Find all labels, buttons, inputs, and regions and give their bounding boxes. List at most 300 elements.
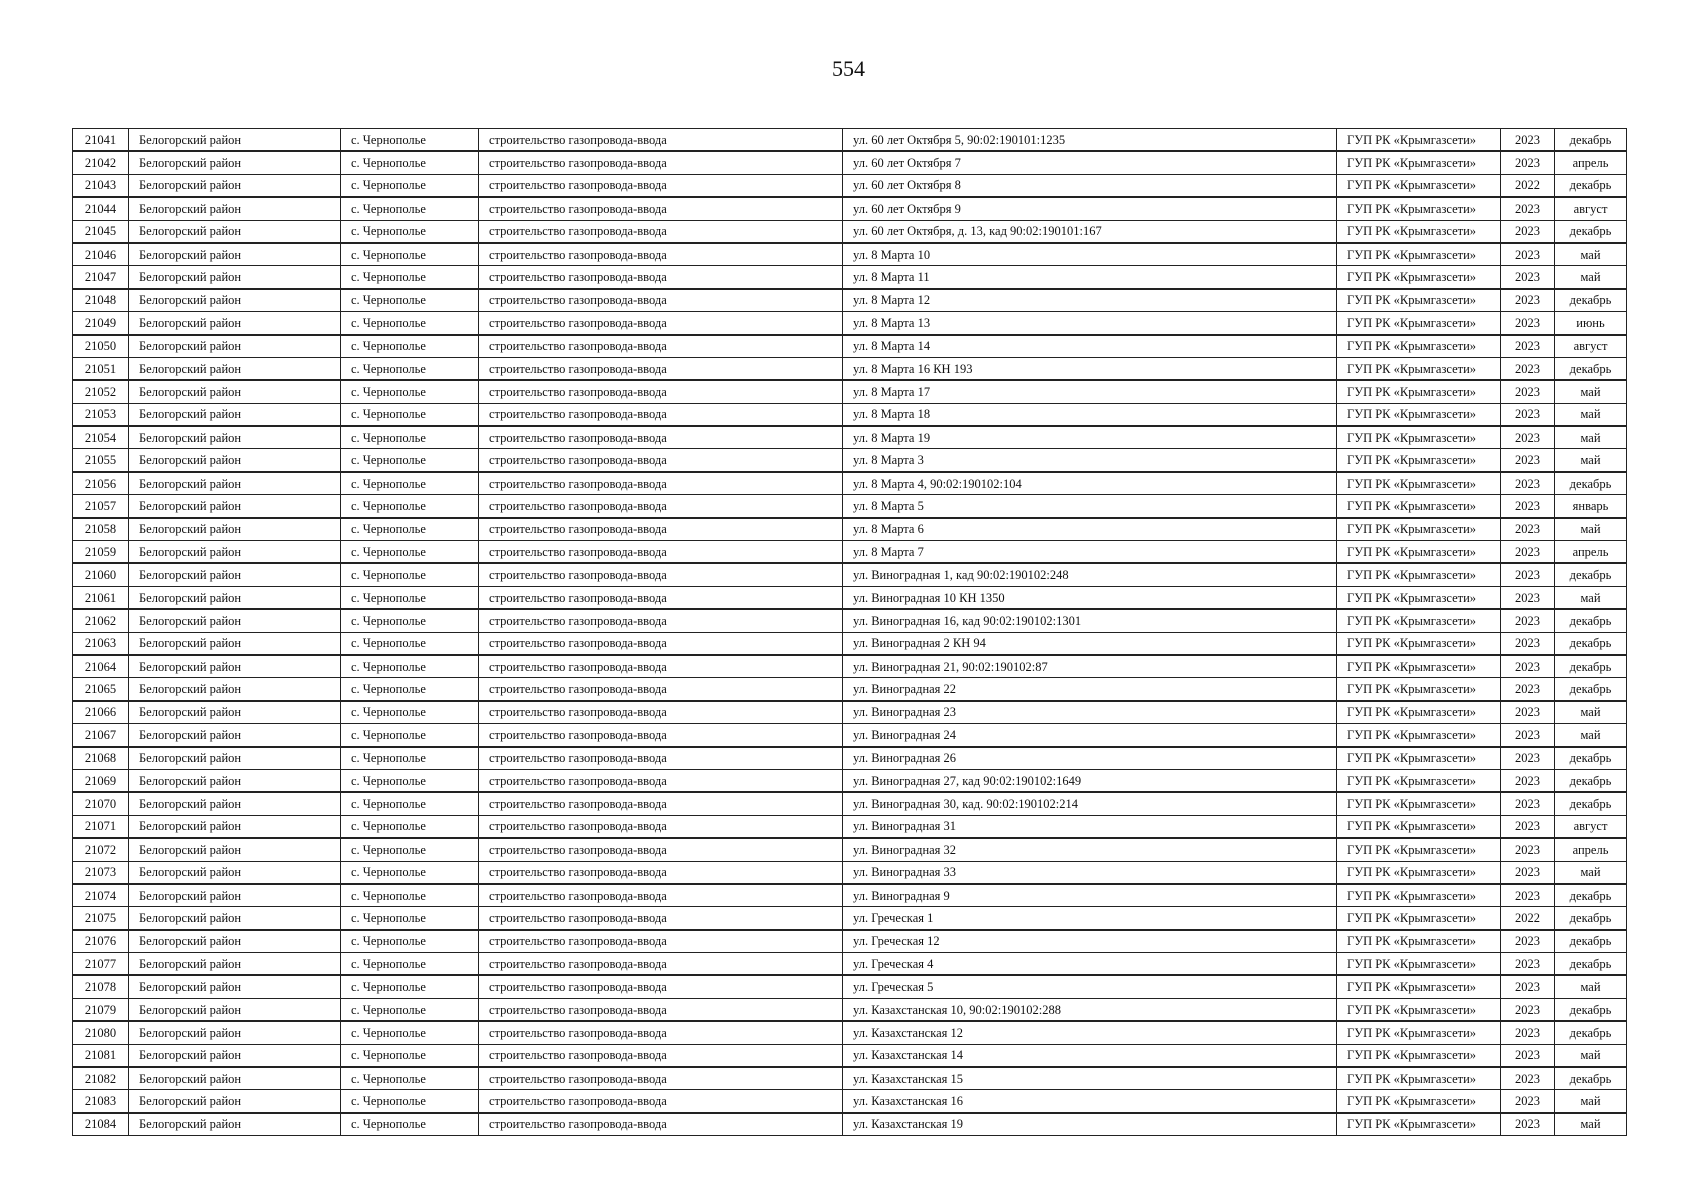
table-row [73, 495, 1627, 518]
cell-address: ул. Казахстанская 15 [843, 1067, 1337, 1090]
cell-settlement: с. Чернополье [341, 907, 479, 930]
table-row [73, 655, 1627, 678]
cell-settlement: с. Чернополье [341, 380, 479, 403]
cell-district: Белогорский район [129, 289, 341, 312]
cell-district: Белогорский район [129, 243, 341, 266]
cell-settlement: с. Чернополье [341, 472, 479, 495]
cell-number: 21058 [73, 518, 129, 541]
cell-organization: ГУП РК «Крымгазсети» [1337, 1113, 1501, 1136]
cell-settlement: с. Чернополье [341, 1113, 479, 1136]
cell-settlement: с. Чернополье [341, 792, 479, 815]
cell-year: 2023 [1501, 541, 1555, 564]
cell-organization: ГУП РК «Крымгазсети» [1337, 678, 1501, 701]
cell-district: Белогорский район [129, 838, 341, 861]
cell-number: 21057 [73, 495, 129, 518]
cell-work-type: строительство газопровода-ввода [479, 632, 843, 655]
cell-year: 2023 [1501, 701, 1555, 724]
cell-work-type: строительство газопровода-ввода [479, 426, 843, 449]
table-row [73, 426, 1627, 449]
cell-address: ул. 8 Марта 16 КН 193 [843, 357, 1337, 380]
cell-work-type: строительство газопровода-ввода [479, 724, 843, 747]
cell-year: 2023 [1501, 609, 1555, 632]
cell-month: январь [1555, 495, 1627, 518]
cell-number: 21076 [73, 930, 129, 953]
cell-year: 2023 [1501, 289, 1555, 312]
cell-address: ул. Виноградная 9 [843, 884, 1337, 907]
cell-settlement: с. Чернополье [341, 953, 479, 976]
cell-organization: ГУП РК «Крымгазсети» [1337, 312, 1501, 335]
cell-settlement: с. Чернополье [341, 357, 479, 380]
cell-month: май [1555, 724, 1627, 747]
cell-district: Белогорский район [129, 335, 341, 358]
cell-district: Белогорский район [129, 220, 341, 243]
cell-year: 2023 [1501, 747, 1555, 770]
cell-month: декабрь [1555, 357, 1627, 380]
table-row [73, 541, 1627, 564]
cell-district: Белогорский район [129, 472, 341, 495]
cell-address: ул. 8 Марта 10 [843, 243, 1337, 266]
cell-address: ул. Виноградная 31 [843, 815, 1337, 838]
cell-settlement: с. Чернополье [341, 724, 479, 747]
cell-organization: ГУП РК «Крымгазсети» [1337, 151, 1501, 174]
cell-year: 2023 [1501, 586, 1555, 609]
cell-month: апрель [1555, 151, 1627, 174]
cell-month: май [1555, 380, 1627, 403]
cell-address: ул. 8 Марта 14 [843, 335, 1337, 358]
cell-district: Белогорский район [129, 541, 341, 564]
cell-settlement: с. Чернополье [341, 335, 479, 358]
cell-settlement: с. Чернополье [341, 655, 479, 678]
table-row [73, 769, 1627, 792]
cell-address: ул. 8 Марта 19 [843, 426, 1337, 449]
cell-number: 21056 [73, 472, 129, 495]
table-row [73, 151, 1627, 174]
table-row [73, 289, 1627, 312]
cell-month: декабрь [1555, 1067, 1627, 1090]
cell-work-type: строительство газопровода-ввода [479, 586, 843, 609]
cell-organization: ГУП РК «Крымгазсети» [1337, 998, 1501, 1021]
cell-district: Белогорский район [129, 884, 341, 907]
table-row [73, 884, 1627, 907]
cell-address: ул. 8 Марта 6 [843, 518, 1337, 541]
cell-organization: ГУП РК «Крымгазсети» [1337, 335, 1501, 358]
cell-address: ул. Казахстанская 12 [843, 1021, 1337, 1044]
cell-settlement: с. Чернополье [341, 1021, 479, 1044]
cell-year: 2023 [1501, 1044, 1555, 1067]
cell-number: 21078 [73, 975, 129, 998]
cell-settlement: с. Чернополье [341, 1067, 479, 1090]
cell-address: ул. 60 лет Октября 8 [843, 174, 1337, 197]
cell-address: ул. 8 Марта 4, 90:02:190102:104 [843, 472, 1337, 495]
cell-year: 2023 [1501, 632, 1555, 655]
cell-work-type: строительство газопровода-ввода [479, 1090, 843, 1113]
cell-work-type: строительство газопровода-ввода [479, 197, 843, 220]
cell-number: 21055 [73, 449, 129, 472]
cell-year: 2023 [1501, 403, 1555, 426]
registry-table [72, 128, 1627, 1136]
table-row [73, 930, 1627, 953]
table-row [73, 1021, 1627, 1044]
cell-number: 21048 [73, 289, 129, 312]
cell-settlement: с. Чернополье [341, 1044, 479, 1067]
cell-organization: ГУП РК «Крымгазсети» [1337, 975, 1501, 998]
cell-settlement: с. Чернополье [341, 129, 479, 152]
cell-address: ул. 8 Марта 17 [843, 380, 1337, 403]
cell-work-type: строительство газопровода-ввода [479, 1021, 843, 1044]
cell-month: май [1555, 586, 1627, 609]
cell-settlement: с. Чернополье [341, 815, 479, 838]
cell-district: Белогорский район [129, 701, 341, 724]
cell-year: 2023 [1501, 495, 1555, 518]
cell-address: ул. 60 лет Октября, д. 13, кад 90:02:190101:167 [843, 220, 1337, 243]
cell-settlement: с. Чернополье [341, 449, 479, 472]
cell-settlement: с. Чернополье [341, 495, 479, 518]
cell-work-type: строительство газопровода-ввода [479, 701, 843, 724]
cell-month: декабрь [1555, 678, 1627, 701]
cell-organization: ГУП РК «Крымгазсети» [1337, 907, 1501, 930]
cell-month: август [1555, 335, 1627, 358]
cell-district: Белогорский район [129, 1113, 341, 1136]
cell-year: 2023 [1501, 769, 1555, 792]
cell-settlement: с. Чернополье [341, 220, 479, 243]
table-row [73, 174, 1627, 197]
cell-organization: ГУП РК «Крымгазсети» [1337, 586, 1501, 609]
table-row [73, 129, 1627, 152]
cell-district: Белогорский район [129, 724, 341, 747]
cell-work-type: строительство газопровода-ввода [479, 930, 843, 953]
cell-month: август [1555, 815, 1627, 838]
cell-month: декабрь [1555, 632, 1627, 655]
cell-organization: ГУП РК «Крымгазсети» [1337, 632, 1501, 655]
cell-organization: ГУП РК «Крымгазсети» [1337, 838, 1501, 861]
cell-year: 2022 [1501, 174, 1555, 197]
cell-address: ул. 60 лет Октября 5, 90:02:190101:1235 [843, 129, 1337, 152]
cell-settlement: с. Чернополье [341, 174, 479, 197]
cell-month: май [1555, 1113, 1627, 1136]
cell-work-type: строительство газопровода-ввода [479, 998, 843, 1021]
cell-month: май [1555, 266, 1627, 289]
cell-district: Белогорский район [129, 495, 341, 518]
cell-organization: ГУП РК «Крымгазсети» [1337, 541, 1501, 564]
cell-settlement: с. Чернополье [341, 884, 479, 907]
cell-year: 2023 [1501, 449, 1555, 472]
cell-district: Белогорский район [129, 678, 341, 701]
cell-year: 2023 [1501, 151, 1555, 174]
cell-number: 21044 [73, 197, 129, 220]
cell-organization: ГУП РК «Крымгазсети» [1337, 609, 1501, 632]
cell-work-type: строительство газопровода-ввода [479, 243, 843, 266]
cell-number: 21084 [73, 1113, 129, 1136]
cell-work-type: строительство газопровода-ввода [479, 1044, 843, 1067]
cell-year: 2023 [1501, 998, 1555, 1021]
cell-settlement: с. Чернополье [341, 426, 479, 449]
cell-address: ул. 8 Марта 7 [843, 541, 1337, 564]
cell-address: ул. 8 Марта 11 [843, 266, 1337, 289]
cell-organization: ГУП РК «Крымгазсети» [1337, 129, 1501, 152]
cell-month: декабрь [1555, 998, 1627, 1021]
cell-district: Белогорский район [129, 357, 341, 380]
table-row [73, 312, 1627, 335]
cell-year: 2023 [1501, 1067, 1555, 1090]
cell-number: 21045 [73, 220, 129, 243]
cell-organization: ГУП РК «Крымгазсети» [1337, 1021, 1501, 1044]
cell-district: Белогорский район [129, 975, 341, 998]
cell-number: 21080 [73, 1021, 129, 1044]
cell-district: Белогорский район [129, 930, 341, 953]
cell-month: декабрь [1555, 1021, 1627, 1044]
cell-number: 21073 [73, 861, 129, 884]
cell-month: декабрь [1555, 563, 1627, 586]
cell-address: ул. 60 лет Октября 7 [843, 151, 1337, 174]
cell-work-type: строительство газопровода-ввода [479, 953, 843, 976]
table-row [73, 1113, 1627, 1136]
cell-address: ул. 60 лет Октября 9 [843, 197, 1337, 220]
table-row [73, 678, 1627, 701]
table-row [73, 998, 1627, 1021]
page-number: 554 [832, 56, 865, 81]
cell-year: 2023 [1501, 724, 1555, 747]
cell-year: 2023 [1501, 884, 1555, 907]
cell-settlement: с. Чернополье [341, 678, 479, 701]
cell-address: ул. 8 Марта 13 [843, 312, 1337, 335]
cell-organization: ГУП РК «Крымгазсети» [1337, 769, 1501, 792]
table-row [73, 792, 1627, 815]
cell-month: декабрь [1555, 289, 1627, 312]
cell-district: Белогорский район [129, 655, 341, 678]
table-row [73, 701, 1627, 724]
cell-month: май [1555, 1044, 1627, 1067]
cell-work-type: строительство газопровода-ввода [479, 563, 843, 586]
cell-number: 21071 [73, 815, 129, 838]
table-row [73, 907, 1627, 930]
cell-organization: ГУП РК «Крымгазсети» [1337, 724, 1501, 747]
table-row [73, 563, 1627, 586]
table-row [73, 953, 1627, 976]
cell-organization: ГУП РК «Крымгазсети» [1337, 380, 1501, 403]
cell-district: Белогорский район [129, 815, 341, 838]
cell-address: ул. Виноградная 30, кад. 90:02:190102:214 [843, 792, 1337, 815]
cell-address: ул. Казахстанская 19 [843, 1113, 1337, 1136]
cell-work-type: строительство газопровода-ввода [479, 495, 843, 518]
cell-settlement: с. Чернополье [341, 701, 479, 724]
cell-number: 21069 [73, 769, 129, 792]
cell-number: 21083 [73, 1090, 129, 1113]
cell-district: Белогорский район [129, 449, 341, 472]
cell-month: декабрь [1555, 884, 1627, 907]
cell-settlement: с. Чернополье [341, 243, 479, 266]
cell-month: май [1555, 518, 1627, 541]
cell-work-type: строительство газопровода-ввода [479, 403, 843, 426]
cell-year: 2023 [1501, 312, 1555, 335]
cell-month: май [1555, 426, 1627, 449]
cell-address: ул. Виноградная 33 [843, 861, 1337, 884]
cell-district: Белогорский район [129, 312, 341, 335]
cell-year: 2023 [1501, 220, 1555, 243]
cell-organization: ГУП РК «Крымгазсети» [1337, 357, 1501, 380]
registry-body [73, 129, 1627, 1136]
cell-year: 2023 [1501, 815, 1555, 838]
cell-organization: ГУП РК «Крымгазсети» [1337, 495, 1501, 518]
cell-year: 2023 [1501, 129, 1555, 152]
cell-organization: ГУП РК «Крымгазсети» [1337, 403, 1501, 426]
table-row [73, 1067, 1627, 1090]
table-row [73, 724, 1627, 747]
cell-month: декабрь [1555, 609, 1627, 632]
cell-work-type: строительство газопровода-ввода [479, 541, 843, 564]
table-row [73, 747, 1627, 770]
cell-address: ул. Виноградная 16, кад 90:02:190102:1301 [843, 609, 1337, 632]
cell-year: 2023 [1501, 1090, 1555, 1113]
cell-settlement: с. Чернополье [341, 861, 479, 884]
cell-district: Белогорский район [129, 998, 341, 1021]
cell-work-type: строительство газопровода-ввода [479, 129, 843, 152]
cell-address: ул. Виноградная 21, 90:02:190102:87 [843, 655, 1337, 678]
cell-work-type: строительство газопровода-ввода [479, 380, 843, 403]
table-row [73, 518, 1627, 541]
cell-work-type: строительство газопровода-ввода [479, 335, 843, 358]
cell-settlement: с. Чернополье [341, 197, 479, 220]
cell-organization: ГУП РК «Крымгазсети» [1337, 1067, 1501, 1090]
cell-number: 21051 [73, 357, 129, 380]
cell-work-type: строительство газопровода-ввода [479, 1113, 843, 1136]
cell-number: 21065 [73, 678, 129, 701]
cell-number: 21049 [73, 312, 129, 335]
cell-month: декабрь [1555, 472, 1627, 495]
cell-month: декабрь [1555, 792, 1627, 815]
cell-settlement: с. Чернополье [341, 403, 479, 426]
cell-settlement: с. Чернополье [341, 563, 479, 586]
cell-year: 2023 [1501, 792, 1555, 815]
cell-settlement: с. Чернополье [341, 151, 479, 174]
cell-organization: ГУП РК «Крымгазсети» [1337, 792, 1501, 815]
cell-district: Белогорский район [129, 1090, 341, 1113]
cell-month: май [1555, 403, 1627, 426]
cell-month: декабрь [1555, 129, 1627, 152]
cell-address: ул. Казахстанская 16 [843, 1090, 1337, 1113]
cell-number: 21042 [73, 151, 129, 174]
cell-district: Белогорский район [129, 1044, 341, 1067]
cell-number: 21067 [73, 724, 129, 747]
cell-district: Белогорский район [129, 1067, 341, 1090]
cell-address: ул. Виноградная 27, кад 90:02:190102:1649 [843, 769, 1337, 792]
cell-year: 2023 [1501, 655, 1555, 678]
cell-month: май [1555, 701, 1627, 724]
cell-organization: ГУП РК «Крымгазсети» [1337, 701, 1501, 724]
cell-year: 2022 [1501, 907, 1555, 930]
table-row [73, 861, 1627, 884]
cell-number: 21061 [73, 586, 129, 609]
cell-number: 21050 [73, 335, 129, 358]
cell-district: Белогорский район [129, 380, 341, 403]
cell-address: ул. Виноградная 1, кад 90:02:190102:248 [843, 563, 1337, 586]
cell-work-type: строительство газопровода-ввода [479, 1067, 843, 1090]
cell-number: 21064 [73, 655, 129, 678]
cell-month: май [1555, 243, 1627, 266]
cell-organization: ГУП РК «Крымгазсети» [1337, 563, 1501, 586]
cell-organization: ГУП РК «Крымгазсети» [1337, 472, 1501, 495]
cell-work-type: строительство газопровода-ввода [479, 472, 843, 495]
cell-number: 21075 [73, 907, 129, 930]
cell-settlement: с. Чернополье [341, 541, 479, 564]
cell-organization: ГУП РК «Крымгазсети» [1337, 243, 1501, 266]
cell-month: декабрь [1555, 220, 1627, 243]
cell-number: 21081 [73, 1044, 129, 1067]
cell-month: август [1555, 197, 1627, 220]
cell-work-type: строительство газопровода-ввода [479, 769, 843, 792]
table-row [73, 586, 1627, 609]
table-row [73, 220, 1627, 243]
table-row [73, 243, 1627, 266]
cell-work-type: строительство газопровода-ввода [479, 792, 843, 815]
table-row [73, 838, 1627, 861]
cell-organization: ГУП РК «Крымгазсети» [1337, 1044, 1501, 1067]
cell-year: 2023 [1501, 861, 1555, 884]
cell-settlement: с. Чернополье [341, 518, 479, 541]
cell-year: 2023 [1501, 838, 1555, 861]
cell-year: 2023 [1501, 1113, 1555, 1136]
cell-number: 21059 [73, 541, 129, 564]
table-row [73, 380, 1627, 403]
cell-organization: ГУП РК «Крымгазсети» [1337, 884, 1501, 907]
table-row [73, 1044, 1627, 1067]
cell-year: 2023 [1501, 953, 1555, 976]
cell-month: апрель [1555, 838, 1627, 861]
cell-month: декабрь [1555, 747, 1627, 770]
cell-number: 21046 [73, 243, 129, 266]
cell-organization: ГУП РК «Крымгазсети» [1337, 815, 1501, 838]
cell-settlement: с. Чернополье [341, 632, 479, 655]
cell-year: 2023 [1501, 426, 1555, 449]
cell-number: 21047 [73, 266, 129, 289]
cell-settlement: с. Чернополье [341, 769, 479, 792]
cell-number: 21072 [73, 838, 129, 861]
cell-district: Белогорский район [129, 1021, 341, 1044]
cell-organization: ГУП РК «Крымгазсети» [1337, 449, 1501, 472]
cell-month: май [1555, 975, 1627, 998]
table-row [73, 975, 1627, 998]
cell-year: 2023 [1501, 563, 1555, 586]
table-row [73, 357, 1627, 380]
cell-number: 21053 [73, 403, 129, 426]
cell-month: декабрь [1555, 769, 1627, 792]
cell-work-type: строительство газопровода-ввода [479, 609, 843, 632]
cell-district: Белогорский район [129, 129, 341, 152]
cell-number: 21082 [73, 1067, 129, 1090]
cell-address: ул. 8 Марта 18 [843, 403, 1337, 426]
cell-number: 21066 [73, 701, 129, 724]
cell-work-type: строительство газопровода-ввода [479, 838, 843, 861]
cell-year: 2023 [1501, 335, 1555, 358]
cell-number: 21041 [73, 129, 129, 152]
cell-settlement: с. Чернополье [341, 1090, 479, 1113]
cell-settlement: с. Чернополье [341, 266, 479, 289]
cell-address: ул. Казахстанская 14 [843, 1044, 1337, 1067]
cell-organization: ГУП РК «Крымгазсети» [1337, 953, 1501, 976]
cell-year: 2023 [1501, 518, 1555, 541]
cell-number: 21068 [73, 747, 129, 770]
cell-address: ул. Казахстанская 10, 90:02:190102:288 [843, 998, 1337, 1021]
cell-year: 2023 [1501, 197, 1555, 220]
table-row [73, 1090, 1627, 1113]
cell-month: декабрь [1555, 655, 1627, 678]
cell-settlement: с. Чернополье [341, 747, 479, 770]
cell-district: Белогорский район [129, 266, 341, 289]
cell-district: Белогорский район [129, 586, 341, 609]
cell-district: Белогорский район [129, 518, 341, 541]
cell-work-type: строительство газопровода-ввода [479, 655, 843, 678]
cell-year: 2023 [1501, 266, 1555, 289]
cell-work-type: строительство газопровода-ввода [479, 815, 843, 838]
